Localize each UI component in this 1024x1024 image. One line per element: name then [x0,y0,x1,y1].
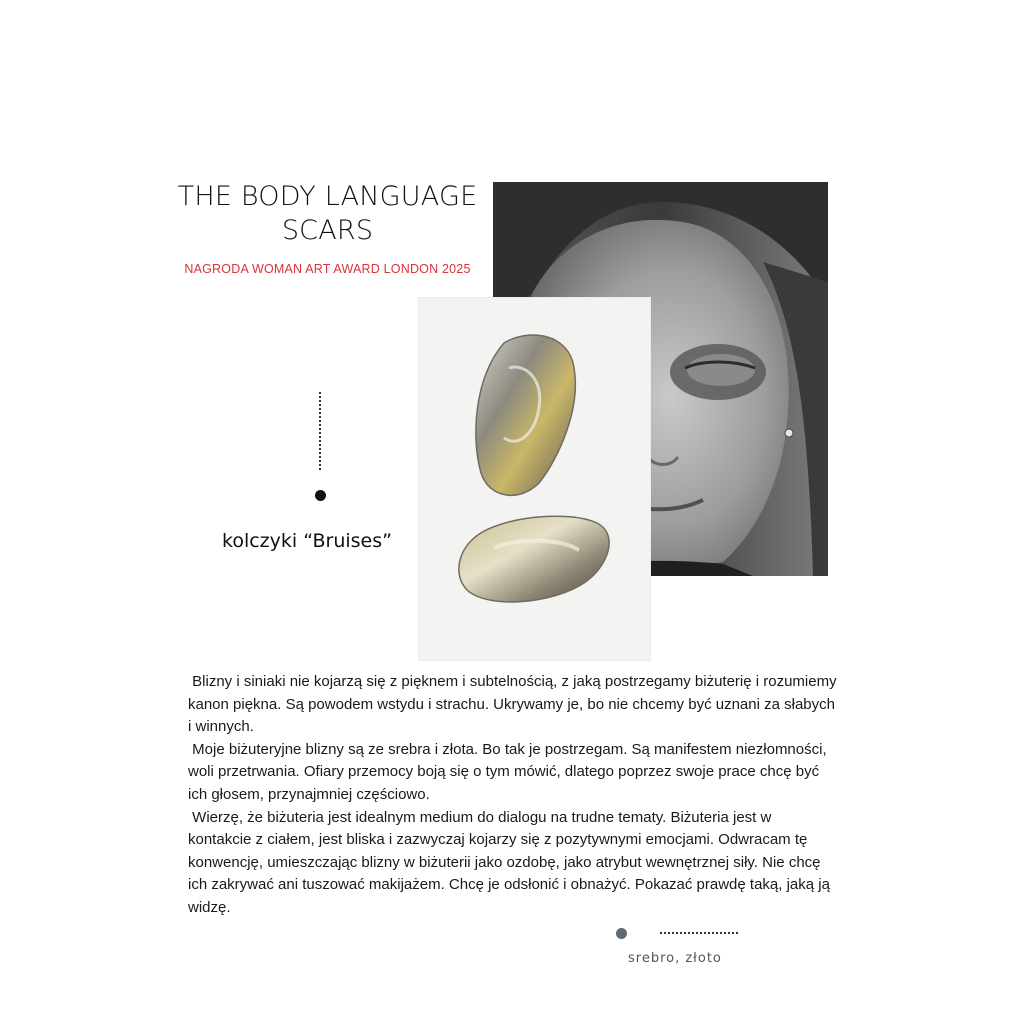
paragraph: Wierzę, że biżuteria jest idealnym medium do dialogu na trudne tematy. Biżuteria jest w kontakcie z ciałem, jest bliska i zazwyczaj kojarzy się z pozytywnymi emocjami. Odwracam tę konwencję, umieszczając blizny w biżuterii jako ozdobę, jako atrybut wewnętrznej siły. Nie chcę ich zakrywać ani tuszować makijażem. Chcę je odsłonić i obnażyć. Pokazać prawdę taką, jaką ją widzę. [188,808,835,916]
paragraph: Blizny i siniaki nie kojarzą się z pięknem i subtelnością, z jaką postrzegamy biżuterię i rozumiemy kanon piękna. Są powodem wstydu i strachu. Ukrywamy je, bo nie chcemy być uznani za słabych i winnych. [188,673,841,736]
horizontal-dotted-line [660,932,738,934]
page-title [150,180,505,248]
description-text [188,671,841,920]
gray-dot [616,928,627,939]
earrings-photo [419,298,650,660]
vertical-dotted-line [319,392,321,470]
paragraph: Moje biżuteryjne blizny są ze srebra i złota. Bo tak je postrzegam. Są manifestem niezłomności, woli przetrwania. Ofiary przemocy boją się o tym mówić, dlatego poprzez swoje prace chcę być ich głosem, przynajmniej częściowo. [188,740,831,803]
title-line-2: SCARS [281,215,374,246]
material-label: srebro, złoto [628,951,722,966]
earrings-caption: kolczyki “Bruises” [222,530,392,552]
award-subtitle: NAGRODA WOMAN ART AWARD LONDON 2025 [184,262,471,276]
title-line-1: THE BODY LANGUAGE [177,181,478,212]
black-dot [315,490,326,501]
